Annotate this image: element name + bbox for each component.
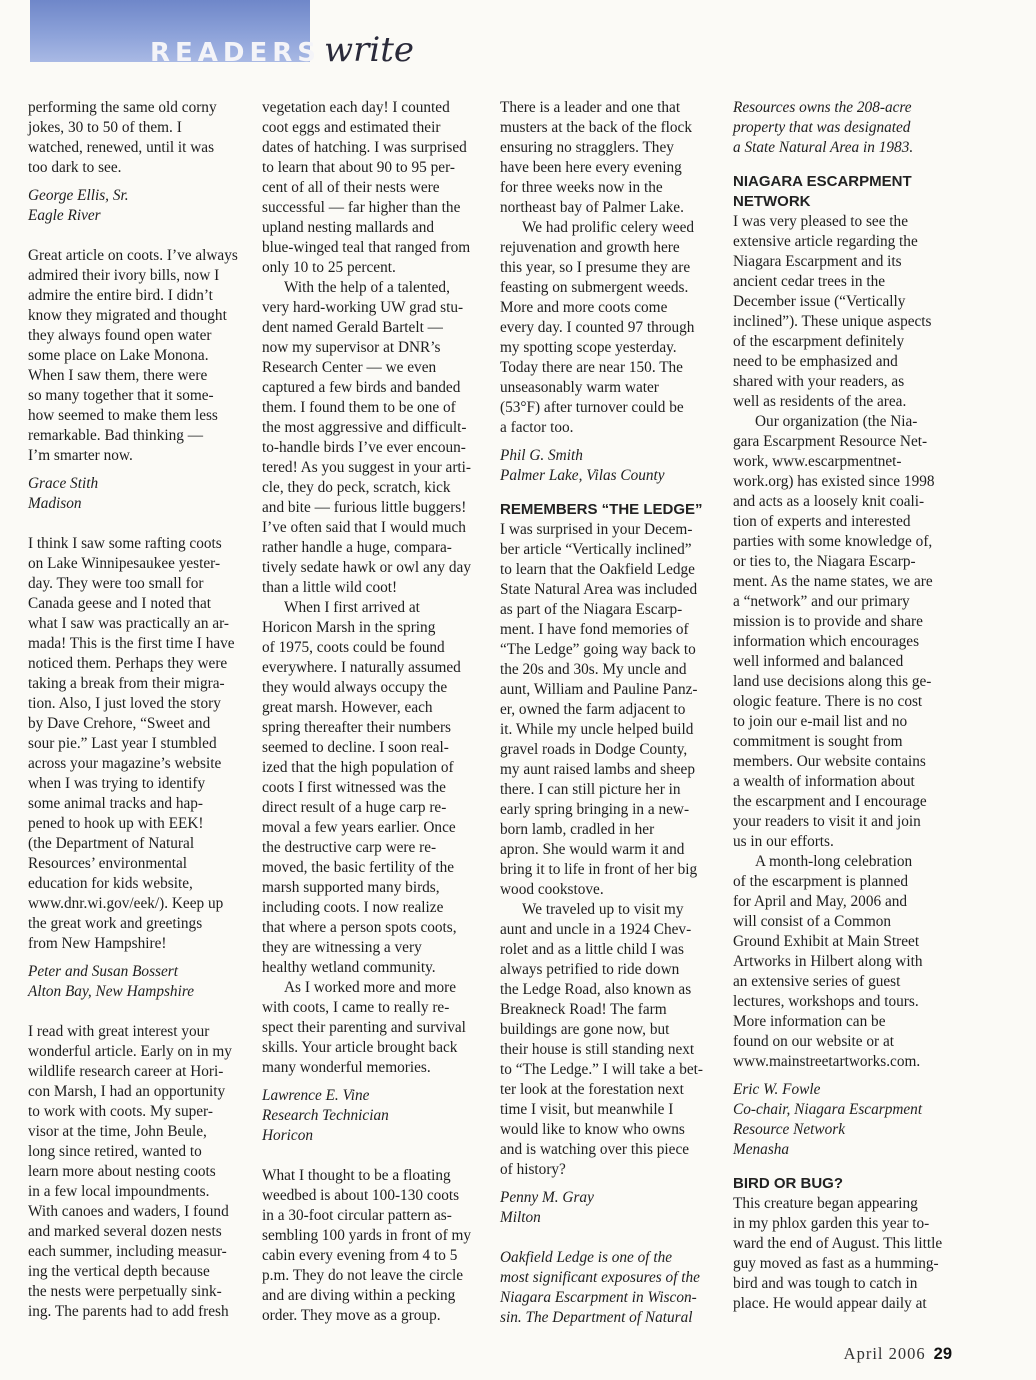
body-text-line: Breakneck Road! The farm xyxy=(500,1001,667,1018)
body-text-line: musters at the back of the flock xyxy=(500,119,692,136)
body-text-line: moved, the basic fertility of the xyxy=(262,859,455,876)
body-text-line: ward the end of August. This little xyxy=(733,1235,943,1252)
body-text-line: When I first arrived at xyxy=(284,599,420,616)
body-text-line: the escarpment and I encourage xyxy=(733,793,927,810)
body-text-line: gara Escarpment Resource Net- xyxy=(733,433,928,450)
body-text-line: What I thought to be a floating xyxy=(262,1167,451,1184)
body-text-line: ing. The parents had to add fresh xyxy=(28,1303,229,1320)
body-text-line: Horicon Marsh in the spring xyxy=(262,619,436,636)
body-text-line: I’ve often said that I would much xyxy=(262,519,466,536)
body-text-line: mission is to provide and share xyxy=(733,613,923,630)
body-text-line: this year, so I presume they are xyxy=(500,259,691,276)
body-text-line: ancient cedar trees in the xyxy=(733,273,886,290)
body-text-line: blue-winged teal that ranged from xyxy=(262,239,471,256)
body-text-line: order. They move as a group. xyxy=(262,1307,441,1324)
body-text-line: successful — far higher than the xyxy=(262,199,461,216)
body-text-line: an extensive series of guest xyxy=(733,973,901,990)
body-text-line: there. I can still picture her in xyxy=(500,781,681,798)
signature-line: Co-chair, Niagara Escarpment xyxy=(733,1101,923,1118)
body-text-line: how seemed to make them less xyxy=(28,407,218,424)
body-text-line: on Lake Winnipesaukee yester- xyxy=(28,555,221,572)
body-text-line: everywhere. I naturally assumed xyxy=(262,659,461,676)
body-text-line: wonderful article. Early on in my xyxy=(28,1043,232,1060)
signature-gap xyxy=(733,1072,948,1080)
body-text-line: guy moved as fast as a humming- xyxy=(733,1255,939,1272)
body-text-line: coots I first witnessed was the xyxy=(262,779,446,796)
body-text-line: More and more coots come xyxy=(500,299,668,316)
body-text-line: There is a leader and one that xyxy=(500,99,681,116)
body-text-line: (53°F) after turnover could be xyxy=(500,399,684,416)
body-text-line: direct result of a huge carp re- xyxy=(262,799,447,816)
body-text-line: the most aggressive and difficult- xyxy=(262,419,467,436)
body-text-line: and acts as a loosely knit coali- xyxy=(733,493,925,510)
page-footer xyxy=(844,1344,952,1364)
body-text-line: parties with some knowledge of, xyxy=(733,533,933,550)
page-number: 29 xyxy=(933,1345,952,1363)
body-text-line: very hard-working UW grad stu- xyxy=(262,299,464,316)
body-text-line: aunt and uncle in a 1924 Chev- xyxy=(500,921,692,938)
body-text-line: “The Ledge” going way back to xyxy=(500,641,696,658)
body-text-line: the nests were perpetually sink- xyxy=(28,1283,222,1300)
body-text-line: than a little wild coot! xyxy=(262,579,398,596)
signature-line: Milton xyxy=(500,1209,541,1226)
body-text-line: in my phlox garden this year to- xyxy=(733,1215,930,1232)
body-text-line: your readers to visit it and join xyxy=(733,813,921,830)
body-text-line: Canada geese and I noted that xyxy=(28,595,212,612)
signature-line: Eagle River xyxy=(28,207,101,224)
body-text-line: the Ledge Road, also known as xyxy=(500,981,692,998)
body-text-line: I was very pleased to see the xyxy=(733,213,908,230)
body-text-line: wildlife research career at Hori- xyxy=(28,1063,224,1080)
text-column-3 xyxy=(500,98,716,1328)
section-heading: NETWORK xyxy=(733,193,811,210)
body-text-line: wood cookstove. xyxy=(500,881,604,898)
body-text-line: With canoes and waders, I found xyxy=(28,1203,229,1220)
body-text-line: they are witnessing a very xyxy=(262,939,422,956)
body-text-line: weedbed is about 100-130 coots xyxy=(262,1187,460,1204)
body-text-line: place. He would appear daily at xyxy=(733,1295,927,1312)
body-text-line: well informed and balanced xyxy=(733,653,904,670)
signature-line: Menasha xyxy=(733,1141,790,1158)
body-text-line: Resources’ environmental xyxy=(28,855,188,872)
section-heading: REMEMBERS “THE LEDGE” xyxy=(500,501,703,518)
section-header-brand: READERS xyxy=(150,38,321,68)
body-text-line: Our organization (the Nia- xyxy=(755,413,918,430)
signature-line: Penny M. Gray xyxy=(500,1189,594,1206)
body-text-line: cle, they do peck, scratch, kick xyxy=(262,479,451,496)
body-text-line: spect their parenting and survival xyxy=(262,1019,466,1036)
paragraph-gap xyxy=(28,1002,246,1022)
body-text-line: the great work and greetings xyxy=(28,915,203,932)
body-text-line: bring it to life in front of her big xyxy=(500,861,698,878)
body-text-line: for three weeks now in the xyxy=(500,179,663,196)
signature-line: Madison xyxy=(28,495,82,512)
body-text-line: a factor too. xyxy=(500,419,574,436)
body-text-line: some place on Lake Monona. xyxy=(28,347,209,364)
section-header-script: write xyxy=(324,30,415,70)
body-text-line: p.m. They do not leave the circle xyxy=(262,1267,464,1284)
body-text-line: know they migrated and thought xyxy=(28,307,227,324)
body-text-line: information which encourages xyxy=(733,633,920,650)
body-text-line: by Dave Crehore, “Sweet and xyxy=(28,715,211,732)
body-text-line: With the help of a talented, xyxy=(284,279,450,296)
body-text-line: my spotting scope yesterday. xyxy=(500,339,677,356)
body-text-line: Great article on coots. I’ve always xyxy=(28,247,238,264)
body-text-line: from New Hampshire! xyxy=(28,935,167,952)
body-text-line: aunt, William and Pauline Panz- xyxy=(500,681,698,698)
section-heading: NIAGARA ESCARPMENT xyxy=(733,173,912,190)
body-text-line: born lamb, cradled in her xyxy=(500,821,655,838)
body-text-line: Today there are near 150. The xyxy=(500,359,683,376)
body-text-line: to learn that about 90 to 95 per- xyxy=(262,159,455,176)
signature-line: Palmer Lake, Vilas County xyxy=(500,467,665,484)
body-text-line: for April and May, 2006 and xyxy=(733,893,908,910)
section-header xyxy=(150,30,414,70)
body-text-line: what I saw was practically an ar- xyxy=(28,615,230,632)
body-text-line: they would always occupy the xyxy=(262,679,448,696)
body-text-line: I was surprised in your Decem- xyxy=(500,521,693,538)
text-column-2 xyxy=(262,98,484,1326)
signature-line: Lawrence E. Vine xyxy=(262,1087,370,1104)
body-text-line: so many together that it some- xyxy=(28,387,214,404)
body-text-line: ment. As the name states, we are xyxy=(733,573,933,590)
body-text-line: Ground Exhibit at Main Street xyxy=(733,933,920,950)
body-text-line: their house is still standing next xyxy=(500,1041,695,1058)
body-text-line: feasting on submergent weeds. xyxy=(500,279,689,296)
body-text-line: con Marsh, I had an opportunity xyxy=(28,1083,226,1100)
body-text-line: cent of all of their nests were xyxy=(262,179,440,196)
body-text-line: day. They were too small for xyxy=(28,575,204,592)
paragraph-gap xyxy=(500,1228,716,1248)
body-text-line: State Natural Area was included xyxy=(500,581,698,598)
text-column-4 xyxy=(733,98,948,1314)
body-text-line: admire the entire bird. I didn’t xyxy=(28,287,213,304)
body-text-line: Research Center — we even xyxy=(262,359,437,376)
body-text-line: December issue (“Vertically xyxy=(733,293,906,310)
body-text-line: pened to hook up with EEK! xyxy=(28,815,204,832)
heading-gap xyxy=(733,158,948,172)
body-text-line: mada! This is the first time I have xyxy=(28,635,235,652)
body-text-line: sembling 100 yards in front of my xyxy=(262,1227,472,1244)
body-text-line: including coots. I now realize xyxy=(262,899,444,916)
signature-gap xyxy=(500,438,716,446)
body-text-line: tion of experts and interested xyxy=(733,513,911,530)
body-text-line: bird and was tough to catch in xyxy=(733,1275,918,1292)
body-text-line: watched, renewed, until it was xyxy=(28,139,215,156)
body-text-line: members. Our website contains xyxy=(733,753,926,770)
editor-note-line: most significant exposures of the xyxy=(500,1269,700,1286)
body-text-line: ensuring no stragglers. They xyxy=(500,139,674,156)
editor-note-line: property that was designated xyxy=(733,119,911,136)
body-text-line: when I was trying to identify xyxy=(28,775,206,792)
body-text-line: too dark to see. xyxy=(28,159,122,176)
paragraph-gap xyxy=(262,1146,484,1166)
body-text-line: will consist of a Common xyxy=(733,913,892,930)
body-text-line: well as residents of the area. xyxy=(733,393,907,410)
body-text-line: extensive article regarding the xyxy=(733,233,918,250)
body-text-line: of history? xyxy=(500,1161,566,1178)
body-text-line: in a 30-foot circular pattern as- xyxy=(262,1207,452,1224)
body-text-line: across your magazine’s website xyxy=(28,755,222,772)
text-column-1 xyxy=(28,98,246,1322)
body-text-line: We had prolific celery weed xyxy=(522,219,695,236)
signature-line: Alton Bay, New Hampshire xyxy=(28,983,194,1000)
section-heading: BIRD OR BUG? xyxy=(733,1175,843,1192)
body-text-line: and bite — furious little buggers! xyxy=(262,499,467,516)
body-text-line: performing the same old corny xyxy=(28,99,217,116)
body-text-line: upland nesting mallards and xyxy=(262,219,435,236)
body-text-line: it. While my uncle helped build xyxy=(500,721,694,738)
body-text-line: them. I found them to be one of xyxy=(262,399,456,416)
signature-line: Resource Network xyxy=(733,1121,846,1138)
body-text-line: rolet and as a little child I was xyxy=(500,941,684,958)
body-text-line: marsh supported many birds, xyxy=(262,879,440,896)
signature-gap xyxy=(262,1078,484,1086)
signature-line: George Ellis, Sr. xyxy=(28,187,129,204)
body-text-line: early spring bringing in a new- xyxy=(500,801,690,818)
body-text-line: healthy wetland community. xyxy=(262,959,436,976)
body-text-line: many wonderful memories. xyxy=(262,1059,431,1076)
body-text-line: time I visit, but meanwhile I xyxy=(500,1101,674,1118)
body-text-line: I read with great interest your xyxy=(28,1023,210,1040)
body-text-line: taking a break from their migra- xyxy=(28,675,225,692)
signature-line: Eric W. Fowle xyxy=(733,1081,821,1098)
body-text-line: ized that the high population of xyxy=(262,759,454,776)
body-text-line: We traveled up to visit my xyxy=(522,901,684,918)
body-text-line: remarkable. Bad thinking — xyxy=(28,427,204,444)
body-text-line: ing the vertical depth because xyxy=(28,1263,210,1280)
body-text-line: ter look at the forestation next xyxy=(500,1081,684,1098)
body-text-line: dates of hatching. I was surprised xyxy=(262,139,467,156)
body-text-line: rather handle a huge, compara- xyxy=(262,539,452,556)
body-text-line: shared with your readers, as xyxy=(733,373,905,390)
body-text-line: www.dnr.wi.gov/eek/). Keep up xyxy=(28,895,224,912)
body-text-line: would like to know who owns xyxy=(500,1121,685,1138)
body-text-line: (the Department of Natural xyxy=(28,835,195,852)
body-text-line: great marsh. However, each xyxy=(262,699,433,716)
body-text-line: When I saw them, there were xyxy=(28,367,208,384)
signature-line: Peter and Susan Bossert xyxy=(28,963,178,980)
body-text-line: or ties to, the Niagara Escarp- xyxy=(733,553,916,570)
body-text-line: noticed them. Perhaps they were xyxy=(28,655,228,672)
body-text-line: a “network” and our primary xyxy=(733,593,910,610)
body-text-line: northeast bay of Palmer Lake. xyxy=(500,199,684,216)
body-text-line: visor at the time, John Beule, xyxy=(28,1123,207,1140)
body-text-line: they always found open water xyxy=(28,327,212,344)
body-text-line: learn more about nesting coots xyxy=(28,1163,216,1180)
body-text-line: admired their ivory bills, now I xyxy=(28,267,220,284)
body-text-line: found on our website or at xyxy=(733,1033,895,1050)
body-text-line: to “The Ledge.” I will take a bet- xyxy=(500,1061,704,1078)
body-text-line: A month-long celebration xyxy=(755,853,913,870)
body-text-line: tively sedate hawk or owl any day xyxy=(262,559,471,576)
body-text-line: This creature began appearing xyxy=(733,1195,918,1212)
body-text-line: spring thereafter their numbers xyxy=(262,719,452,736)
body-text-line: tion. Also, I just loved the story xyxy=(28,695,221,712)
body-text-line: vegetation each day! I counted xyxy=(262,99,450,116)
body-text-line: More information can be xyxy=(733,1013,886,1030)
body-text-line: unseasonably warm water xyxy=(500,379,659,396)
body-text-line: er, owned the farm adjacent to xyxy=(500,701,686,718)
signature-line: Grace Stith xyxy=(28,475,99,492)
signature-gap xyxy=(500,1180,716,1188)
body-text-line: a wealth of information about xyxy=(733,773,915,790)
body-text-line: coot eggs and estimated their xyxy=(262,119,441,136)
body-text-line: of 1975, coots could be found xyxy=(262,639,445,656)
editor-note-line: Niagara Escarpment in Wiscon- xyxy=(500,1289,697,1306)
body-text-line: skills. Your article brought back xyxy=(262,1039,458,1056)
body-text-line: with coots, I came to really re- xyxy=(262,999,450,1016)
body-text-line: buildings are gone now, but xyxy=(500,1021,670,1038)
editor-note-line: Resources owns the 208-acre xyxy=(733,99,912,116)
body-text-line: to work with coots. My super- xyxy=(28,1103,213,1120)
body-text-line: land use decisions along this ge- xyxy=(733,673,932,690)
body-text-line: always petrified to ride down xyxy=(500,961,680,978)
body-text-line: that where a person spots coots, xyxy=(262,919,457,936)
body-text-line: work.org) has existed since 1998 xyxy=(733,473,935,490)
body-text-line: moval a few years earlier. Once xyxy=(262,819,456,836)
body-text-line: now my supervisor at DNR’s xyxy=(262,339,441,356)
body-text-line: the 20s and 30s. My uncle and xyxy=(500,661,687,678)
body-text-line: the destructive carp were re- xyxy=(262,839,437,856)
body-text-line: lectures, workshops and tours. xyxy=(733,993,919,1010)
body-text-line: as part of the Niagara Escarp- xyxy=(500,601,683,618)
body-text-line: and is watching over this piece xyxy=(500,1141,690,1158)
body-text-line: ber article “Vertically inclined” xyxy=(500,541,692,558)
body-text-line: need to be emphasized and xyxy=(733,353,898,370)
body-text-line: ologic feature. There is no cost xyxy=(733,693,923,710)
body-text-line: apron. She would warm it and xyxy=(500,841,685,858)
body-text-line: As I worked more and more xyxy=(284,979,457,996)
body-text-line: captured a few birds and banded xyxy=(262,379,461,396)
body-text-line: of the escarpment is planned xyxy=(733,873,909,890)
body-text-line: and are diving within a pecking xyxy=(262,1287,456,1304)
signature-gap xyxy=(28,466,246,474)
signature-line: Research Technician xyxy=(262,1107,389,1124)
editor-note-line: sin. The Department of Natural xyxy=(500,1309,693,1326)
body-text-line: have been here every evening xyxy=(500,159,682,176)
body-text-line: tered! As you suggest in your arti- xyxy=(262,459,472,476)
body-text-line: gravel roads in Dodge County, xyxy=(500,741,688,758)
body-text-line: rejuvenation and growth here xyxy=(500,239,680,256)
body-text-line: Artworks in Hilbert along with xyxy=(733,953,923,970)
body-text-line: education for kids website, xyxy=(28,875,193,892)
body-text-line: Niagara Escarpment and its xyxy=(733,253,902,270)
body-text-line: every day. I counted 97 through xyxy=(500,319,695,336)
body-text-line: I’m smarter now. xyxy=(28,447,133,464)
body-text-line: long since retired, wanted to xyxy=(28,1143,202,1160)
paragraph-gap xyxy=(28,226,246,246)
body-text-line: to-handle birds I’ve ever encoun- xyxy=(262,439,466,456)
body-text-line: my aunt raised lambs and sheep xyxy=(500,761,695,778)
editor-note-line: Oakfield Ledge is one of the xyxy=(500,1249,673,1266)
body-text-line: to join our e-mail list and no xyxy=(733,713,908,730)
body-text-line: jokes, 30 to 50 of them. I xyxy=(28,119,182,136)
body-text-line: work, www.escarpmentnet- xyxy=(733,453,902,470)
body-text-line: each summer, including measur- xyxy=(28,1243,227,1260)
body-text-line: seemed to decline. I soon real- xyxy=(262,739,449,756)
signature-line: Phil G. Smith xyxy=(500,447,583,464)
body-text-line: only 10 to 25 percent. xyxy=(262,259,396,276)
body-text-line: commitment is sought from xyxy=(733,733,903,750)
body-text-line: some animal tracks and hap- xyxy=(28,795,204,812)
body-text-line: to learn that the Oakfield Ledge xyxy=(500,561,695,578)
body-text-line: inclined”). These unique aspects xyxy=(733,313,932,330)
body-text-line: sour pie.” Last year I stumbled xyxy=(28,735,217,752)
signature-gap xyxy=(28,954,246,962)
signature-gap xyxy=(28,178,246,186)
body-text-line: cabin every evening from 4 to 5 xyxy=(262,1247,458,1264)
body-text-line: and marked several dozen nests xyxy=(28,1223,222,1240)
body-text-line: us in our efforts. xyxy=(733,833,834,850)
body-text-line: I think I saw some rafting coots xyxy=(28,535,222,552)
paragraph-gap xyxy=(28,514,246,534)
body-text-line: in a few local impoundments. xyxy=(28,1183,210,1200)
body-text-line: www.mainstreetartworks.com. xyxy=(733,1053,921,1070)
body-text-line: ment. I have fond memories of xyxy=(500,621,689,638)
body-text-line: of the escarpment definitely xyxy=(733,333,905,350)
editor-note-line: a State Natural Area in 1983. xyxy=(733,139,914,156)
signature-line: Horicon xyxy=(262,1127,313,1144)
issue-date: April 2006 xyxy=(843,1344,926,1363)
heading-gap xyxy=(733,1160,948,1174)
body-text-line: dent named Gerald Bartelt — xyxy=(262,319,443,336)
heading-gap xyxy=(500,486,716,500)
